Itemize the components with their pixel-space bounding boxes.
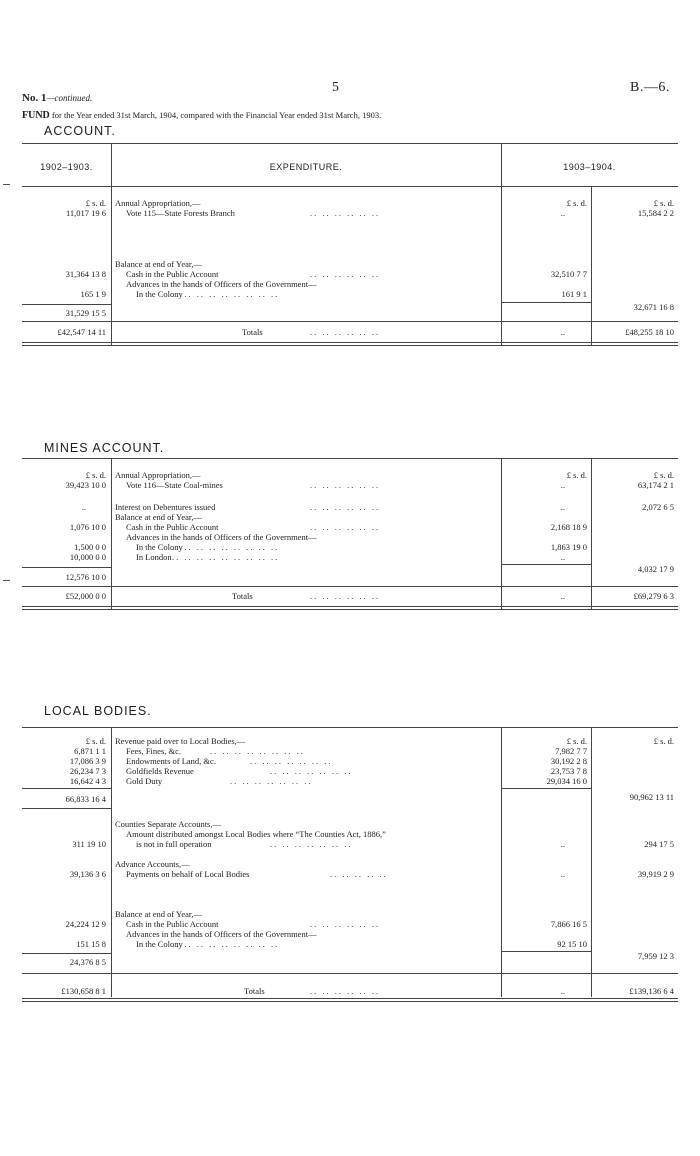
leader-dots: .. .. .. .. .. .. .. .. .. bbox=[172, 552, 280, 562]
totals-label: Totals bbox=[242, 327, 263, 337]
amount-1903: 32,671 16 8 bbox=[633, 302, 674, 312]
lsd-label: £ s. d. bbox=[653, 470, 674, 480]
lsd-label: £ s. d. bbox=[566, 736, 587, 746]
leader-dots: .. .. .. .. .. .. .. .. bbox=[210, 746, 305, 756]
column-rule bbox=[591, 728, 592, 976]
row-desc: In the Colony bbox=[136, 939, 183, 949]
row-desc: In London bbox=[136, 552, 172, 562]
leader-dots: .. .. .. .. .. .. .. .. .. bbox=[172, 542, 280, 552]
lsd-label: £ s. d. bbox=[85, 198, 106, 208]
total-1903: £48,255 18 10 bbox=[625, 327, 674, 337]
leader-dots: .. .. .. .. .. .. bbox=[310, 208, 381, 218]
amount-detail: .. bbox=[560, 208, 565, 218]
total-1902: £130,658 8 1 bbox=[61, 986, 106, 996]
amount-1902: 11,017 19 6 bbox=[65, 208, 106, 218]
leader-dots: .. .. .. .. .. .. .. bbox=[230, 776, 313, 786]
amount-detail: .. bbox=[560, 839, 565, 849]
amount-detail: 1,863 19 0 bbox=[550, 542, 587, 552]
account-title: LOCAL BODIES. bbox=[44, 704, 152, 718]
row-desc: Cash in the Public Account bbox=[126, 522, 219, 532]
subtotal-rule bbox=[501, 951, 591, 952]
total-1903: £139,136 6 4 bbox=[629, 986, 674, 996]
amount-detail: 30,192 2 8 bbox=[550, 756, 587, 766]
lsd-label: £ s. d. bbox=[653, 736, 674, 746]
row-desc: Counties Separate Accounts,— bbox=[115, 819, 221, 829]
amount-1902: 39,423 10 0 bbox=[65, 480, 106, 490]
column-rule bbox=[111, 459, 112, 589]
leader-dots: .. .. .. .. .. .. bbox=[310, 269, 381, 279]
amount-1903: 4,032 17 9 bbox=[637, 564, 674, 574]
amount-detail: 7,866 16 5 bbox=[550, 919, 587, 929]
amount-1903: 294 17 5 bbox=[644, 839, 674, 849]
expenditure-table bbox=[22, 727, 678, 976]
leader-dots: .. .. .. .. .. .. bbox=[310, 919, 381, 929]
leader-dots: .. .. .. .. .. .. bbox=[310, 591, 381, 601]
amount-1902: 39,136 3 6 bbox=[69, 869, 106, 879]
amount-1902: 6,871 1 1 bbox=[74, 746, 106, 756]
amount-1903: 63,174 2 1 bbox=[637, 480, 674, 490]
amount-detail: 23,753 7 8 bbox=[550, 766, 587, 776]
row-desc: Cash in the Public Account bbox=[126, 269, 219, 279]
row-desc: In the Colony bbox=[136, 289, 183, 299]
amount-detail: .. bbox=[560, 869, 565, 879]
lsd-label: £ s. d. bbox=[653, 198, 674, 208]
leader-dots: .. .. .. .. .. .. bbox=[310, 986, 381, 996]
amount-1902: 24,376 8 5 bbox=[69, 957, 106, 967]
leader-dots: .. .. .. .. .. .. bbox=[310, 480, 381, 490]
header-rule bbox=[22, 186, 678, 187]
total-1902: £42,547 14 11 bbox=[57, 327, 106, 337]
row-desc: Advance Accounts,— bbox=[115, 859, 190, 869]
row-desc: Revenue paid over to Local Bodies,— bbox=[115, 736, 246, 746]
amount-1902: 66,833 16 4 bbox=[65, 794, 106, 804]
row-desc: Vote 116—State Coal-mines bbox=[126, 480, 223, 490]
page-number: 5 bbox=[332, 80, 339, 95]
subtotal-rule bbox=[22, 808, 111, 809]
row-desc: Goldfields Revenue bbox=[126, 766, 194, 776]
amount-1902: 26,234 7 3 bbox=[69, 766, 106, 776]
amount-detail: 29,034 16 0 bbox=[546, 776, 587, 786]
expenditure-table bbox=[22, 143, 678, 324]
amount-1902: 311 19 10 bbox=[72, 839, 106, 849]
amount-detail: .. bbox=[560, 986, 565, 996]
margin-mark bbox=[3, 580, 10, 581]
amount-detail: 2,168 18 9 bbox=[550, 522, 587, 532]
amount-detail: .. bbox=[560, 502, 565, 512]
totals-label: Totals bbox=[244, 986, 265, 996]
amount-1902: 31,364 13 8 bbox=[65, 269, 106, 279]
subtotal-rule bbox=[22, 304, 111, 305]
total-1902: £52,000 0 0 bbox=[65, 591, 106, 601]
expenditure-table bbox=[22, 458, 678, 589]
leader-dots: .. .. .. .. .. .. .. .. .. bbox=[172, 289, 280, 299]
amount-1903: 39,919 2 9 bbox=[637, 869, 674, 879]
amount-1902: 1,076 10 0 bbox=[69, 522, 106, 532]
margin-mark bbox=[3, 184, 10, 185]
double-rule bbox=[22, 342, 678, 346]
amount-1903: 7,959 12 3 bbox=[637, 951, 674, 961]
row-desc: Interest on Debentures issued bbox=[115, 502, 216, 512]
lsd-label: £ s. d. bbox=[566, 198, 587, 208]
amount-1902: 1,500 0 0 bbox=[74, 542, 106, 552]
row-desc: Balance at end of Year,— bbox=[115, 512, 202, 522]
amount-1902: 151 15 8 bbox=[76, 939, 106, 949]
amount-1902: 16,642 4 3 bbox=[69, 776, 106, 786]
leader-dots: .. .. .. .. .. .. bbox=[310, 522, 381, 532]
row-desc: Amount distributed amongst Local Bodies where “The Counties Act, 1886,” bbox=[126, 829, 386, 839]
subtotal-rule bbox=[22, 953, 111, 954]
amount-detail: .. bbox=[560, 327, 565, 337]
row-desc: Endowments of Land, &c. bbox=[126, 756, 216, 766]
amount-1902: 10,000 0 0 bbox=[69, 552, 106, 562]
amount-1902: 31,529 15 5 bbox=[65, 308, 106, 318]
amount-detail: 92 15 10 bbox=[557, 939, 587, 949]
fund-description: for the Year ended 31st March, 1904, compared with the Financial Year ended 31st March, 1903. bbox=[51, 110, 382, 120]
double-rule bbox=[22, 606, 678, 610]
subtotal-rule bbox=[501, 788, 591, 789]
account-title: ACCOUNT. bbox=[44, 124, 116, 138]
leader-dots: .. .. .. .. .. bbox=[330, 869, 388, 879]
row-desc: Cash in the Public Account bbox=[126, 919, 219, 929]
subtotal-rule bbox=[501, 564, 591, 565]
subtotal-rule bbox=[22, 567, 111, 568]
fund-word: FUND bbox=[22, 110, 50, 121]
totals-row bbox=[22, 320, 678, 345]
leader-dots: .. .. .. .. .. .. .. bbox=[270, 839, 353, 849]
amount-detail: .. bbox=[560, 591, 565, 601]
amount-1903: 15,584 2 2 bbox=[637, 208, 674, 218]
amount-1902: .. bbox=[81, 502, 86, 512]
col-header-expenditure: EXPENDITURE. bbox=[269, 162, 343, 172]
leader-dots: .. .. .. .. .. .. .. bbox=[250, 756, 333, 766]
leader-dots: .. .. .. .. .. .. bbox=[310, 502, 381, 512]
account-title: MINES ACCOUNT. bbox=[44, 441, 165, 455]
row-desc: is not in full operation bbox=[136, 839, 212, 849]
amount-detail: 7,982 7 7 bbox=[555, 746, 587, 756]
totals-row bbox=[22, 585, 678, 610]
totals-row bbox=[22, 972, 678, 997]
column-rule bbox=[111, 972, 112, 997]
document-reference: B.—6. bbox=[630, 80, 670, 95]
lsd-label: £ s. d. bbox=[85, 736, 106, 746]
lsd-label: £ s. d. bbox=[85, 470, 106, 480]
amount-1903: 90,962 13 11 bbox=[629, 792, 674, 802]
row-desc: Annual Appropriation,— bbox=[115, 470, 201, 480]
subtotal-rule bbox=[501, 302, 591, 303]
leader-dots: .. .. .. .. .. .. .. .. .. bbox=[172, 939, 280, 949]
row-desc: Balance at end of Year,— bbox=[115, 909, 202, 919]
double-rule bbox=[22, 998, 678, 1002]
statement-number bbox=[22, 92, 92, 104]
leader-dots: .. .. .. .. .. .. bbox=[310, 327, 381, 337]
amount-1902: 24,224 12 9 bbox=[65, 919, 106, 929]
fund-heading bbox=[22, 110, 381, 121]
totals-label: Totals bbox=[232, 591, 253, 601]
row-desc: Advances in the hands of Officers of the Government— bbox=[126, 929, 317, 939]
row-desc: Balance at end of Year,— bbox=[115, 259, 202, 269]
total-1903: £69,279 6 3 bbox=[633, 591, 674, 601]
amount-1902: 17,086 3 9 bbox=[69, 756, 106, 766]
continued-label: —continued. bbox=[46, 93, 93, 103]
row-desc: Advances in the hands of Officers of the Government— bbox=[126, 532, 317, 542]
row-desc: Annual Appropriation,— bbox=[115, 198, 201, 208]
amount-detail: 32,510 7 7 bbox=[550, 269, 587, 279]
amount-detail: 161 9 1 bbox=[561, 289, 587, 299]
subtotal-rule bbox=[22, 788, 111, 789]
amount-1902: 165 1 9 bbox=[80, 289, 106, 299]
row-desc: In the Colony bbox=[136, 542, 183, 552]
col-header-1902: 1902–1903. bbox=[40, 162, 93, 172]
amount-detail: .. bbox=[560, 552, 565, 562]
column-rule bbox=[111, 728, 112, 976]
row-desc: Vote 115—State Forests Branch bbox=[126, 208, 235, 218]
amount-1903: 2,072 6 5 bbox=[642, 502, 674, 512]
row-desc: Gold Duty bbox=[126, 776, 163, 786]
row-desc: Fees, Fines, &c. bbox=[126, 746, 182, 756]
col-header-1903: 1903–1904. bbox=[563, 162, 616, 172]
row-desc: Payments on behalf of Local Bodies bbox=[126, 869, 250, 879]
lsd-label: £ s. d. bbox=[566, 470, 587, 480]
amount-detail: .. bbox=[560, 480, 565, 490]
no-label: No. 1 bbox=[22, 92, 47, 104]
row-desc: Advances in the hands of Officers of the Government— bbox=[126, 279, 317, 289]
leader-dots: .. .. .. .. .. .. .. bbox=[270, 766, 353, 776]
amount-1902: 12,576 10 0 bbox=[65, 572, 106, 582]
